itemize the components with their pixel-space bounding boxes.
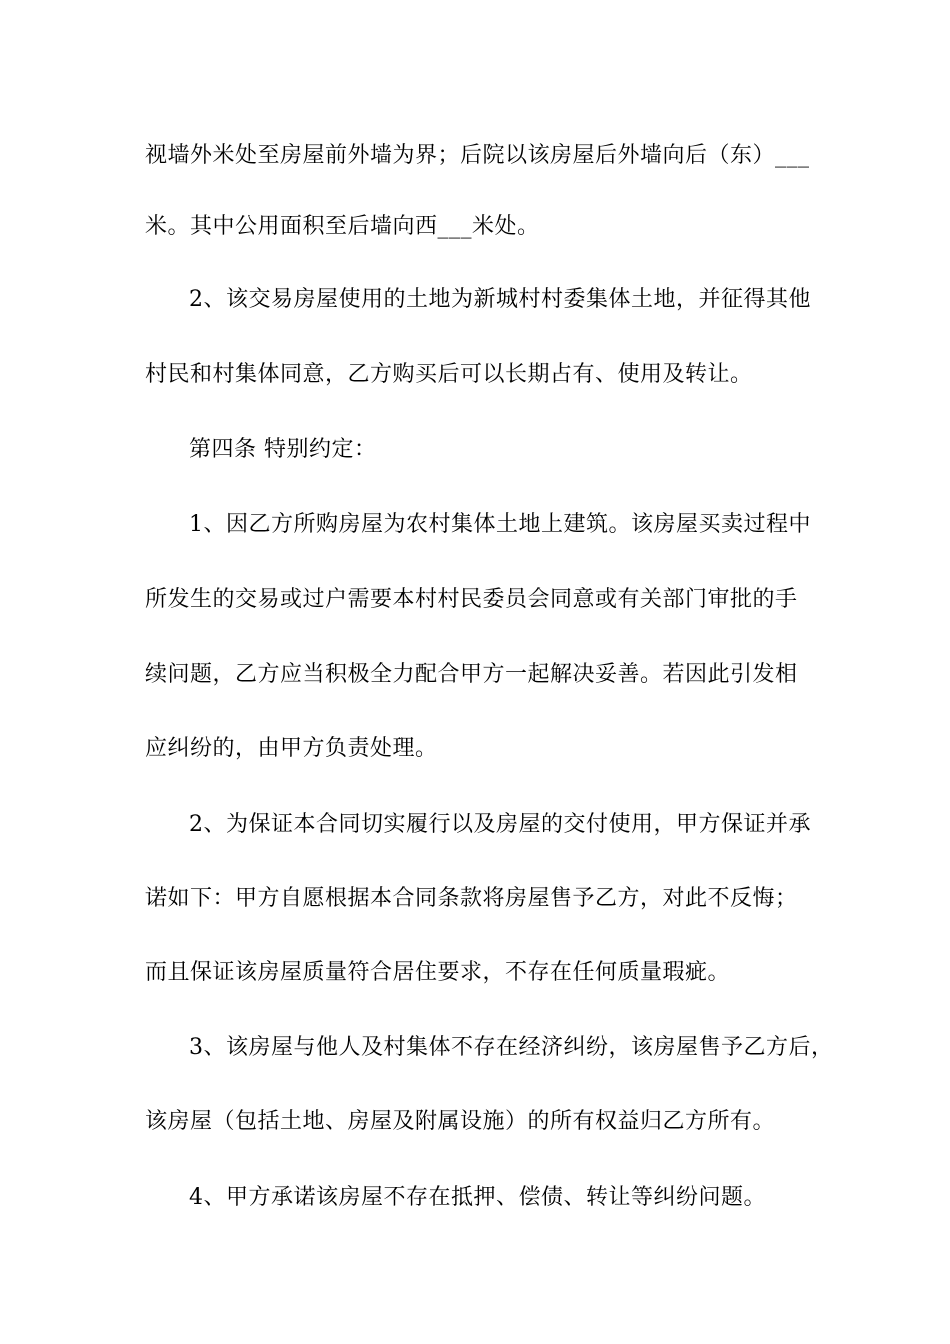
text-line: 应纠纷的，由甲方负责处理。: [145, 736, 438, 761]
text-line: 续问题，乙方应当积极全力配合甲方一起解决妥善。若因此引发相: [145, 662, 798, 687]
text-line: 米。其中公用面积至后墙向西___米处。: [145, 214, 540, 239]
text-line: 视墙外米处至房屋前外墙为界；后院以该房屋后外墙向后（东）___: [145, 143, 810, 168]
text-line: 该房屋（包括土地、房屋及附属设施）的所有权益归乙方所有。: [145, 1109, 776, 1134]
text-line: 所发生的交易或过户需要本村村民委员会同意或有关部门审批的手: [145, 587, 798, 612]
text-line: 村民和村集体同意，乙方购买后可以长期占有、使用及转让。: [145, 362, 753, 387]
paragraph-line: 1、因乙方所购房屋为农村集体土地上建筑。该房屋买卖过程中: [189, 512, 811, 537]
text-line: 而且保证该房屋质量符合居住要求，不存在任何质量瑕疵。: [145, 960, 731, 985]
paragraph-line: 4、甲方承诺该房屋不存在抵押、偿债、转让等纠纷问题。: [189, 1185, 766, 1210]
paragraph-line: 2、该交易房屋使用的土地为新城村村委集体土地，并征得其他: [189, 287, 811, 312]
section-heading: 第四条 特别约定：: [189, 437, 377, 462]
paragraph-line: 3、该房屋与他人及村集体不存在经济纠纷，该房屋售予乙方后，: [189, 1035, 834, 1060]
paragraph-line: 2、为保证本合同切实履行以及房屋的交付使用，甲方保证并承: [189, 812, 811, 837]
text-line: 诺如下：甲方自愿根据本合同条款将房屋售予乙方，对此不反悔；: [145, 886, 798, 911]
